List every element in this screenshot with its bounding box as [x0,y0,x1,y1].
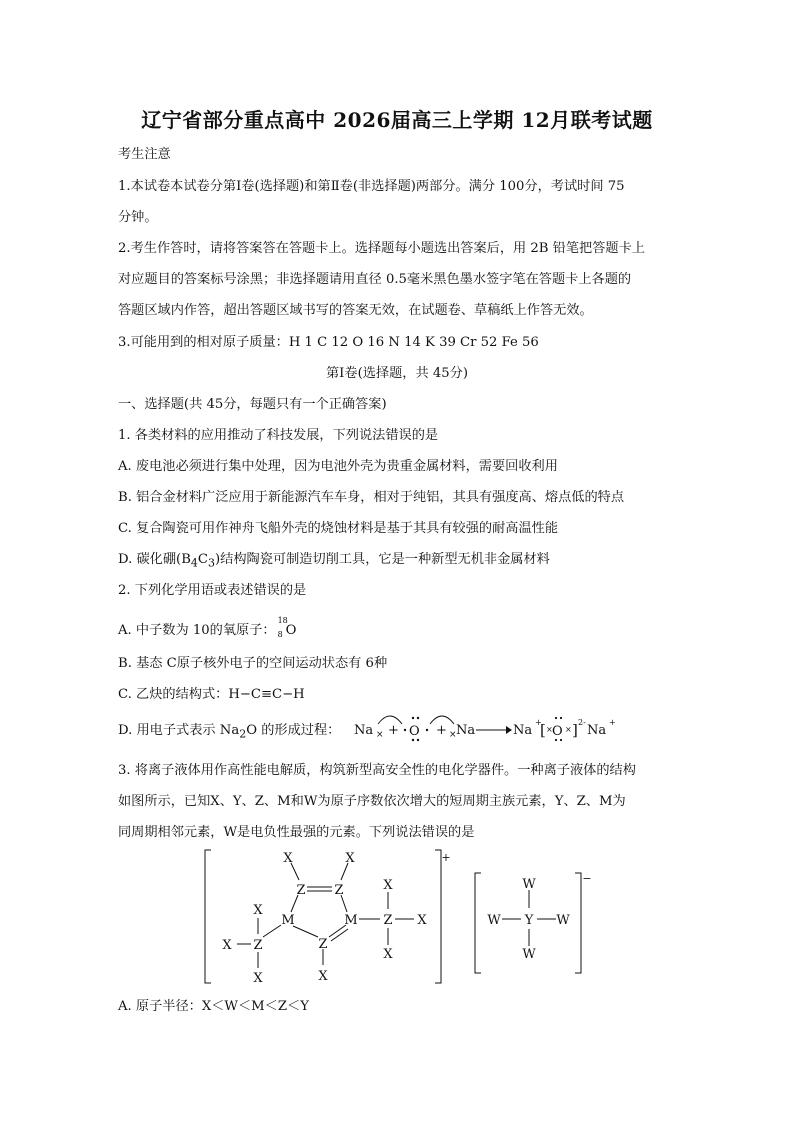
atom-x-top-right: X [345,851,355,866]
q1-option-b: B. 铝合金材料广泛应用于新能源汽车车身，相对于纯铝，其具有强度高、熔点低的特点 [118,490,625,505]
q3-stem-line1: 3. 将离子液体用作高性能电解质，构筑新型高安全性的电化学器件。一种离子液体的结构 [118,763,636,778]
cation-bracket-right [435,850,441,983]
na-ion-left: Na [513,723,533,738]
na-right-label: Na [456,723,476,738]
notice-item-2-cont: 对应题目的答案标号涂黑；非选择题请用直径 0.5毫米黑色墨水签字笔在答题卡上各题的 [118,272,632,287]
atom-x-right-bottom: X [383,947,393,962]
q1-d-text-pre: D. 碳化硼(B [118,552,191,567]
atom-x-right-side: X [417,913,427,928]
atom-z-bottom: Z [318,937,328,952]
atom-m-right: M [344,913,358,928]
na-ion-right-charge: + [609,718,616,727]
anion-charge: − [582,872,592,885]
oxide-ion-label: O [552,724,563,739]
atom-x-left-bottom: X [253,971,263,986]
atom-z-top-left: Z [296,883,306,898]
oxide-charge: 2- [578,718,586,727]
o-dot-bot2 [417,739,419,741]
oxide-dot-bot1 [555,739,557,741]
oxygen-isotope-notation [276,616,288,639]
q3-stem-line3: 同周期相邻元素，W是电负性最强的元素。下列说法错误的是 [118,825,475,840]
q1-d-text-post: )结构陶瓷可制造切削工具，它是一种新型无机非金属材料 [214,552,550,567]
q1-option-c: C. 复合陶瓷可用作神舟飞船外壳的烧蚀材料是基于其具有较强的耐高温性能 [118,521,559,536]
oxide-left-electron: × [546,725,553,734]
isotope-atomic-number: 8 [277,630,283,639]
isotope-symbol: O [285,623,297,638]
q1-stem: 1. 各类材料的应用推动了科技发展，下列说法错误的是 [118,428,439,443]
plus-left: + [388,723,399,738]
q1-d-sub2: 3 [207,556,215,570]
q2-a-text: A. 中子数为 10的氧原子： [118,623,276,638]
part1-heading: 第Ⅰ卷(选择题，共 45分) [326,366,468,381]
atom-z-right: Z [383,913,393,928]
na-right-electron: × [449,730,457,740]
oxide-dot-top1 [555,717,557,719]
notice-item-2-cont2: 答题区域内作答，超出答题区域书写的答案无效，在试题卷、草稿纸上作答无效。 [118,303,593,318]
na-ion-left-charge: + [535,718,542,727]
isotope-mass-number: 18 [277,616,288,625]
notice-item-2: 2.考生作答时，请将答案答在答题卡上。选择题每小题选出答案后，用 2B 铅笔把答题卡上 [118,241,645,256]
q1-option-d [118,551,550,573]
atom-w-top: W [522,877,536,892]
o-dot-right [426,729,428,731]
atom-z-top-right: Z [334,883,344,898]
anion-bracket-left [475,873,481,973]
q2-option-d [118,722,340,744]
atom-w-bottom: W [522,947,536,962]
cation-bracket-left [205,850,211,983]
q1-d-text-mid: C [197,552,208,567]
q2-option-b: B. 基态 C原子核外电子的空间运动状态有 6种 [118,656,388,671]
bond-m-z-methyl-left [263,925,281,937]
na-left-electron: × [376,730,384,740]
anion-bracket-right [575,873,581,973]
oxide-dot-top2 [560,717,562,719]
o-dot-top2 [417,717,419,719]
reaction-arrow-head [506,726,512,734]
q1-d-sub1: 4 [190,556,198,570]
atom-x-left-side: X [222,938,232,953]
bond-m-z-bottom [293,926,318,937]
notice-item-1: 1.本试卷本试卷分第Ⅰ卷(选择题)和第Ⅱ卷(非选择题)两部分。满分 100分，考试时间 75 [118,179,625,194]
ionic-liquid-structure-diagram [195,845,605,990]
q2-d-text-pre: D. 用电子式表示 Na [118,723,240,738]
notice-heading: 考生注意 [118,147,171,162]
atom-x-left-top: X [253,903,263,918]
atom-x-top-left: X [283,851,293,866]
na-left-label: Na [354,723,374,738]
oxygen-atom-label: O [409,724,420,739]
bond-z-m-bottom-double-2 [331,929,348,941]
q2-stem: 2. 下列化学用语或表述错误的是 [118,583,307,598]
section1-heading: 一、选择题(共 45分，每题只有一个正确答案) [118,397,387,412]
q2-option-c: C. 乙炔的结构式：H−C≡C−H [118,687,305,702]
notice-item-1-cont: 分钟。 [118,210,158,225]
q2-option-a [118,616,297,640]
atom-m-left: M [281,913,295,928]
o-dot-top1 [412,717,414,719]
o-dot-left [404,729,406,731]
oxide-right-electron: × [565,725,572,734]
atom-x-right-top: X [383,878,393,893]
q2-d-text-mid: O 的形成过程： [246,723,341,738]
atom-w-left: W [487,913,501,928]
atom-w-right: W [556,913,570,928]
page-title: 辽宁省部分重点高中 2026届高三上学期 12月联考试题 [141,108,653,132]
atom-z-left: Z [253,938,263,953]
q2-d-sub: 2 [239,727,247,741]
na-ion-right: Na [587,723,607,738]
q3-option-a: A. 原子半径：X＜W＜M＜Z＜Y [118,999,309,1014]
q1-option-a: A. 废电池必须进行集中处理，因为电池外壳为贵重金属材料，需要回收利用 [118,459,558,474]
atom-x-bottom: X [318,969,328,984]
cation-charge: + [441,851,451,864]
q3-stem-line2: 如图所示，已知X、Y、Z、M和W为原子序数依次增大的短周期主族元素，Y、Z、M为 [118,794,626,809]
oxide-bracket-left: [ [540,721,546,739]
notice-item-3: 3.可能用到的相对原子质量：H 1 C 12 O 16 N 14 K 39 Cr 52 Fe 56 [118,335,539,350]
plus-right: + [436,723,447,738]
oxide-bracket-right: ] [572,721,578,739]
oxide-dot-bot2 [560,739,562,741]
atom-y-center: Y [524,913,534,928]
o-dot-bot1 [412,739,414,741]
na2o-formation-diagram [350,708,630,748]
